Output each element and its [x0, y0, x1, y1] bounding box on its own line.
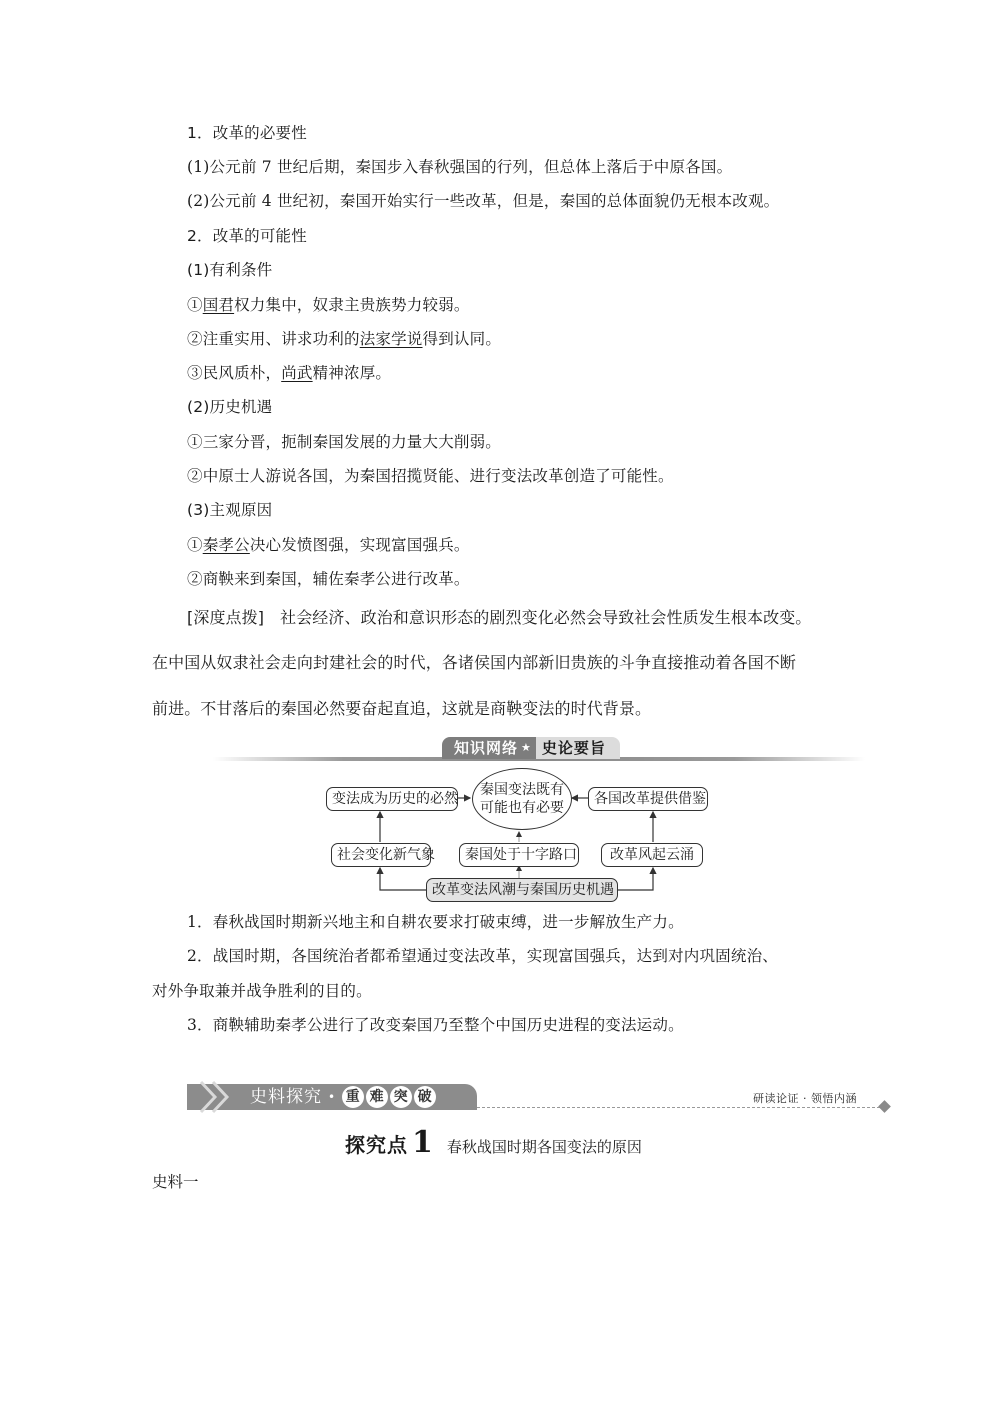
circle-char-2: 难: [366, 1086, 388, 1108]
separator-dot: •: [328, 1090, 337, 1104]
circle-char-1: 重: [342, 1086, 364, 1108]
item-rest: 精神浓厚。: [312, 364, 392, 382]
summary-item-1: 1．春秋战国时期新兴地主和自耕农要求打破束缚，进一步解放生产力。: [187, 913, 684, 931]
node-reform-inevitable: 变法成为历史的必然: [326, 787, 458, 811]
opportunity-item-2: ②中原士人游说各国，为秦国招揽贤能、进行变法改革创造了可能性。: [187, 467, 674, 485]
item-prefix: ①: [187, 536, 203, 554]
explore-point-heading: [345, 1125, 642, 1160]
deep-insight-line-3: 前进。不甘落后的秦国必然要奋起直追，这就是商鞅变法的时代背景。: [152, 699, 652, 718]
subjective-item-1: [187, 535, 470, 555]
underlined-term: 秦孝公: [202, 536, 250, 554]
deep-insight-line-2: 在中国从奴隶社会走向封建社会的时代，各诸侯国内部新旧贵族的斗争直接推动着各国不断: [152, 653, 797, 672]
center-line-2: 可能也有必要: [480, 800, 564, 816]
explore-point-number: 1: [412, 1125, 433, 1160]
underlined-term: 法家学说: [359, 330, 423, 348]
item-prefix: ②注重实用、讲求功利的: [187, 330, 360, 348]
circle-char-4: 破: [414, 1086, 436, 1108]
circle-char-3: 突: [390, 1086, 412, 1108]
history-section-title-text: 史料探究: [250, 1087, 322, 1107]
favorable-item-2: [187, 329, 501, 349]
node-center-ellipse: [472, 768, 572, 830]
node-qin-crossroads: 秦国处于十字路口: [459, 843, 579, 867]
material-label: 史料一: [152, 1173, 199, 1191]
summary-item-2-line-1: 2．战国时期，各国统治者都希望通过变法改革，实现富国强兵，达到对内巩固统治、: [187, 947, 778, 965]
explore-point-subtitle: 春秋战国时期各国变法的原因: [446, 1138, 642, 1156]
item-rest: 决心发愤图强，实现富国强兵。: [249, 536, 470, 554]
knowledge-network-tab: [442, 737, 620, 759]
node-reform-trend-opportunity: 改革变法风潮与秦国历史机遇: [426, 878, 618, 902]
subheading-favorable: (1)有利条件: [187, 261, 273, 279]
knowledge-network-tab-right: 史论要旨: [536, 737, 620, 759]
node-reform-surge: 改革风起云涌: [601, 843, 703, 867]
heading-necessity: 1．改革的必要性: [187, 124, 307, 142]
subheading-opportunity: (2)历史机遇: [187, 398, 273, 416]
tab-left-label: 知识网络: [454, 739, 519, 757]
subheading-subjective: (3)主观原因: [187, 501, 273, 519]
item-rest: 权力集中，奴隶主贵族势力较弱。: [234, 296, 470, 314]
node-social-change: 社会变化新气象: [331, 843, 431, 867]
knowledge-network-tab-left: [442, 737, 536, 759]
summary-item-2-line-2: 对外争取兼并战争胜利的目的。: [152, 982, 372, 1000]
deep-insight-text: 社会经济、政治和意识形态的剧烈变化必然会导致社会性质发生根本改变。: [280, 608, 812, 627]
center-line-1: 秦国变法既有: [480, 782, 564, 798]
opportunity-item-1: ①三家分晋，扼制秦国发展的力量大大削弱。: [187, 433, 502, 451]
necessity-item-2: (2)公元前 4 世纪初，秦国开始实行一些改革，但是，秦国的总体面貌仍无根本改观。: [187, 192, 780, 210]
favorable-item-3: [187, 363, 391, 383]
summary-item-3: 3．商鞅辅助秦孝公进行了改变秦国乃至整个中国历史进程的变法运动。: [187, 1016, 684, 1034]
node-states-reference: 各国改革提供借鉴: [588, 787, 708, 811]
favorable-item-1: [187, 295, 470, 315]
subjective-item-2: ②商鞅来到秦国，辅佐秦孝公进行改革。: [187, 570, 470, 588]
explore-point-label: 探究点: [345, 1133, 408, 1157]
diamond-icon: [878, 1100, 891, 1113]
item-prefix: ③民风质朴，: [187, 364, 282, 382]
item-rest: 得到认同。: [422, 330, 502, 348]
underlined-term: 尚武: [281, 364, 313, 382]
deep-insight-label: [深度点拨]: [187, 608, 265, 627]
star-icon: ★: [521, 741, 532, 754]
history-section-right-label: 研读论证 · 领悟内涵: [753, 1092, 857, 1105]
history-section-title: [250, 1084, 438, 1110]
necessity-item-1: (1)公元前 7 世纪后期，秦国步入春秋强国的行列，但总体上落后于中原各国。: [187, 158, 733, 176]
deep-insight-line-1: [187, 607, 811, 629]
dashed-divider: [477, 1107, 885, 1108]
item-prefix: ①: [187, 296, 203, 314]
double-chevron-icon: [197, 1080, 237, 1114]
heading-possibility: 2．改革的可能性: [187, 227, 307, 245]
underlined-term: 国君: [202, 296, 235, 314]
